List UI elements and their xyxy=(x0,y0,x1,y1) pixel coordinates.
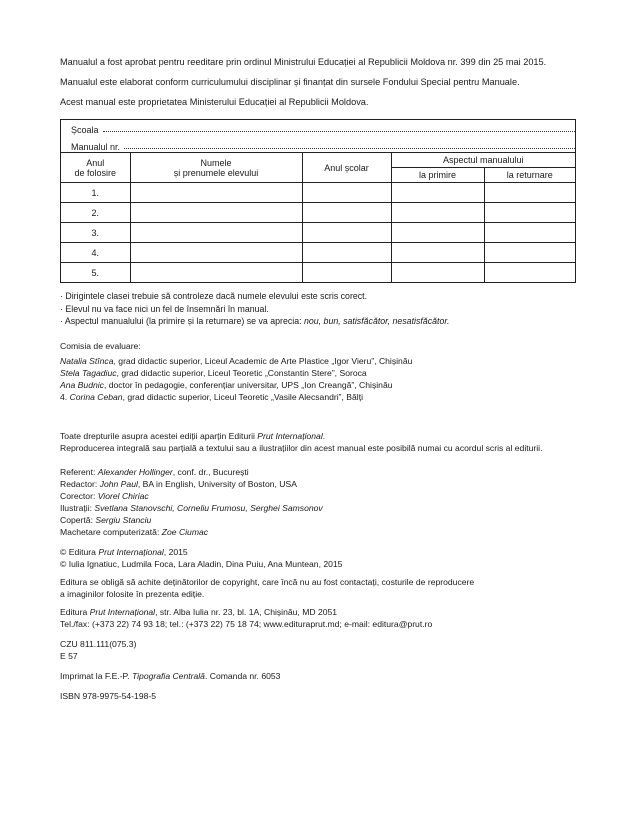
commission-member: Ana Budnic, doctor în pedagogie, conferențiar universitar, UPS „Ion Creangă”, Chișinău xyxy=(60,379,393,390)
header-on-return: la returnare xyxy=(484,168,575,183)
credit-line: Referent: Alexander Hollinger, conf. dr., București xyxy=(60,466,249,477)
header-student-name: Numele și prenumele elevului xyxy=(130,153,302,183)
return-cell[interactable] xyxy=(484,263,575,283)
rating-scale: nou, bun, satisfăcător, nesatisfăcător. xyxy=(303,316,450,326)
school-year-cell[interactable] xyxy=(302,263,391,283)
authors-copyright: © Iulia Ignatiuc, Ludmila Foca, Lara Aladin, Dina Puiu, Ana Muntean, 2015 xyxy=(60,558,343,569)
instructions xyxy=(60,290,576,328)
return-cell[interactable] xyxy=(484,203,575,223)
table-row xyxy=(61,243,575,263)
table-row xyxy=(61,263,575,283)
evaluation-commission xyxy=(60,340,576,403)
manual-number-dotted-line xyxy=(124,139,575,149)
credit-line: Corector: Viorel Chiriac xyxy=(60,490,149,501)
header-manual-aspect: Aspectul manualului xyxy=(391,153,575,168)
name-cell[interactable] xyxy=(130,203,302,223)
publisher-address xyxy=(60,606,576,630)
usage-table xyxy=(61,152,575,282)
return-cell[interactable] xyxy=(484,243,575,263)
return-cell[interactable] xyxy=(484,183,575,203)
school-dotted-line xyxy=(103,122,575,132)
manual-number-label: Manualul nr. xyxy=(71,142,121,152)
credit-line: Redactor: John Paul, BA in English, University of Boston, USA xyxy=(60,478,297,489)
contact-line: Tel./fax: (+373 22) 74 93 18; tel.: (+373 22) 75 18 74; www.edituraprut.md; e-mail: editura@prut.ro xyxy=(60,618,433,629)
credit-line: Machetare computerizată: Zoe Ciumac xyxy=(60,526,209,537)
reproduction-line: Reproducerea integrală sau parțială a textului sau a ilustrațiilor din acest manual este posibilă numai cu acordul scris al editurii. xyxy=(60,442,543,453)
instruction-item: · Elevul nu va face nici un fel de însemnări în manual. xyxy=(60,303,269,314)
row-number: 4. xyxy=(61,243,130,263)
header-on-receipt: la primire xyxy=(391,168,484,183)
curriculum-statement: Manualul este elaborat conform curriculumului disciplinar și finanțat din sursele Fondului Special pentru Manuale. xyxy=(60,77,520,87)
czu-code: CZU 811.111(075.3) xyxy=(60,638,137,649)
usage-record-form xyxy=(60,119,576,283)
address-line: Editura Prut Internațional, str. Alba Iulia nr. 23, bl. 1A, Chișinău, MD 2051 xyxy=(60,606,338,617)
receipt-cell[interactable] xyxy=(391,203,484,223)
table-row xyxy=(61,203,575,223)
name-cell[interactable] xyxy=(130,263,302,283)
rights-line: Toate drepturile asupra acestei ediții aparțin Editurii Prut Internațional. xyxy=(60,430,326,441)
receipt-cell[interactable] xyxy=(391,183,484,203)
row-number: 5. xyxy=(61,263,130,283)
name-cell[interactable] xyxy=(130,223,302,243)
header-year: Anul de folosire xyxy=(61,153,130,183)
commission-title: Comisia de evaluare: xyxy=(60,340,141,351)
copyright-notices xyxy=(60,546,576,570)
name-cell[interactable] xyxy=(130,183,302,203)
table-row xyxy=(61,183,575,203)
credit-line: Ilustrații: Svetlana Stanovschi, Corneliu Frumosu, Serghei Samsonov xyxy=(60,502,323,513)
catalog-code: E 57 xyxy=(60,650,78,661)
school-year-cell[interactable] xyxy=(302,183,391,203)
table-row xyxy=(61,223,575,243)
commission-member: 4. Corina Ceban, grad didactic superior, Liceul Teoretic „Vasile Alecsandri”, Bălți xyxy=(60,391,364,402)
row-number: 3. xyxy=(61,223,130,243)
isbn: ISBN 978-9975-54-198-5 xyxy=(60,690,157,701)
receipt-cell[interactable] xyxy=(391,243,484,263)
rights-notice xyxy=(60,430,576,454)
row-number: 1. xyxy=(61,183,130,203)
manual-number-fill-line[interactable] xyxy=(61,135,575,152)
instruction-item: · Aspectul manualului (la primire și la returnare) se va aprecia: nou, bun, satisfăcător, nesatisfăcător. xyxy=(60,316,450,326)
row-number: 2. xyxy=(61,203,130,223)
header-school-year: Anul școlar xyxy=(302,153,391,183)
copyright-obligation: Editura se obligă să achite deținătorilor de copyright, care încă nu au fost contactați, costurile de reproducere a imaginilor folosite în prezenta ediție. xyxy=(60,576,475,599)
school-year-cell[interactable] xyxy=(302,223,391,243)
cataloging-data xyxy=(60,638,576,662)
return-cell[interactable] xyxy=(484,223,575,243)
school-label: Școala xyxy=(71,125,99,135)
approval-statement: Manualul a fost aprobat pentru reeditare prin ordinul Ministrului Educației al Republicii Moldova nr. 399 din 25 mai 2015. xyxy=(60,57,547,67)
school-year-cell[interactable] xyxy=(302,243,391,263)
name-cell[interactable] xyxy=(130,243,302,263)
school-year-cell[interactable] xyxy=(302,203,391,223)
credits xyxy=(60,466,576,538)
copyright-page xyxy=(60,56,576,702)
ownership-statement: Acest manual este proprietatea Ministerului Educației al Republicii Moldova. xyxy=(60,97,369,107)
receipt-cell[interactable] xyxy=(391,223,484,243)
credit-line: Copertă: Sergiu Stanciu xyxy=(60,514,152,525)
commission-member: Natalia Stînca, grad didactic superior, Liceul Academic de Arte Plastice „Igor Vieru”, Chișinău xyxy=(60,355,413,366)
school-fill-line[interactable] xyxy=(61,120,575,135)
instruction-item: · Dirigintele clasei trebuie să controleze dacă numele elevului este scris corect. xyxy=(60,291,368,301)
commission-member: Stela Tagadiuc, grad didactic superior, Liceul Teoretic „Constantin Stere”, Soroca xyxy=(60,367,367,378)
printing-info: Imprimat la F.E.-P. Tipografia Centrală. Comanda nr. 6053 xyxy=(60,670,281,681)
publisher-copyright: © Editura Prut Internațional, 2015 xyxy=(60,546,188,557)
receipt-cell[interactable] xyxy=(391,263,484,283)
